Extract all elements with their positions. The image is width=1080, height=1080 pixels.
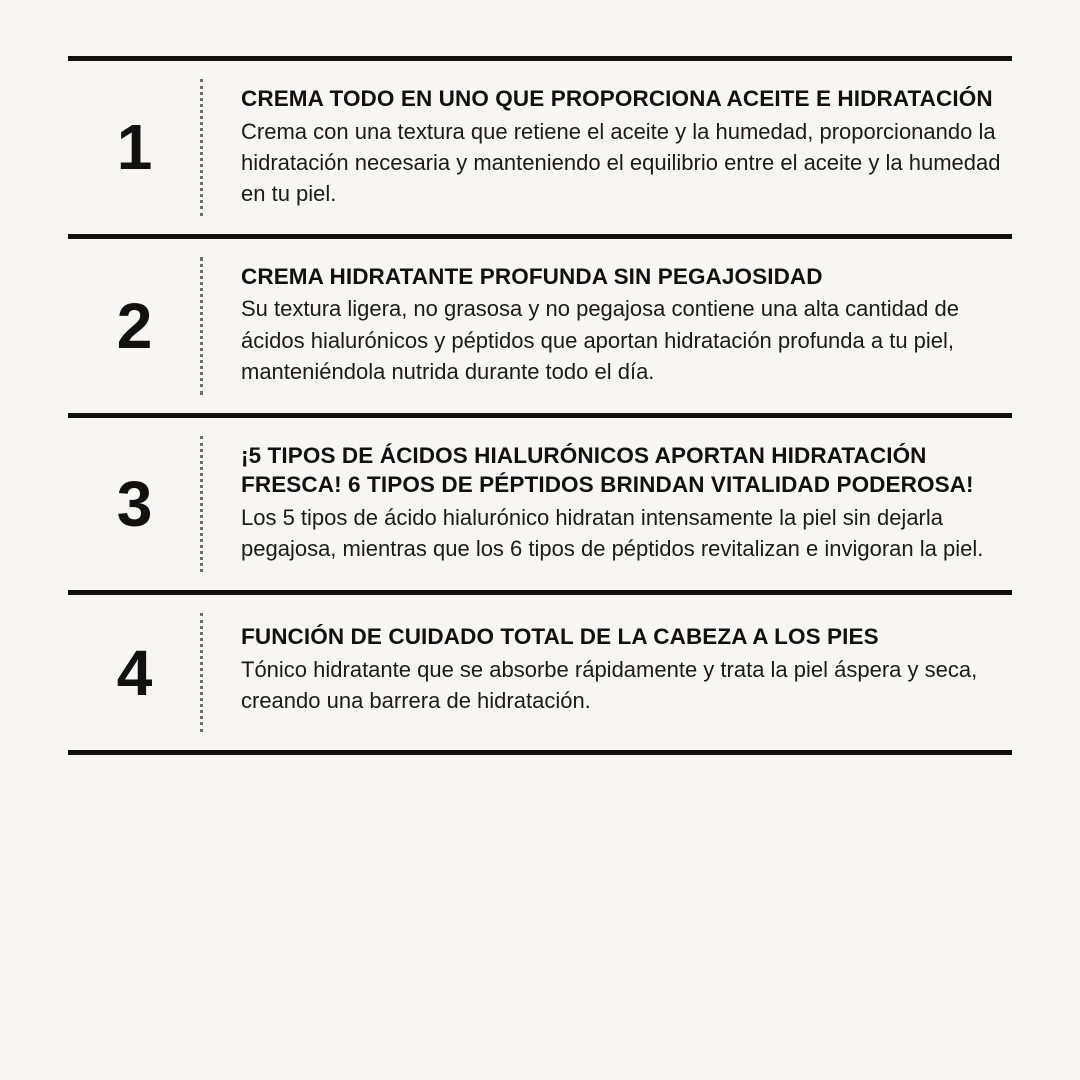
list-item — [68, 61, 1012, 234]
item-number: 1 — [116, 111, 152, 184]
item-number: 4 — [116, 636, 152, 709]
item-number-cell — [68, 61, 200, 234]
benefits-list — [68, 56, 1012, 755]
item-body: Crema con una textura que retiene el aceite y la humedad, proporcionando la hidratación necesaria y manteniendo el equilibrio entre el aceite y la humedad en tu piel. — [241, 118, 1001, 207]
item-number: 2 — [116, 289, 152, 362]
item-body: Tónico hidratante que se absorbe rápidamente y trata la piel áspera y seca, creando una barrera de hidratación. — [241, 656, 978, 714]
divider-bottom — [68, 750, 1012, 755]
item-body: Los 5 tipos de ácido hialurónico hidratan intensamente la piel sin dejarla pegajosa, mientras que los 6 tipos de péptidos revitalizan e invigoran la piel. — [241, 504, 984, 561]
item-text-cell — [203, 418, 1012, 590]
list-item — [68, 418, 1012, 590]
item-number-cell — [68, 239, 200, 414]
item-number-cell — [68, 418, 200, 590]
item-text-cell — [203, 239, 1012, 414]
item-number: 3 — [116, 468, 152, 541]
item-heading: CREMA TODO EN UNO QUE PROPORCIONA ACEITE E HIDRATACIÓN — [241, 86, 993, 111]
item-heading: ¡5 TIPOS DE ÁCIDOS HIALURÓNICOS APORTAN HIDRATACIÓN FRESCA! 6 TIPOS DE PÉPTIDOS BRINDAN VITALIDAD PODEROSA! — [241, 443, 974, 497]
item-text-cell — [203, 61, 1012, 234]
item-heading: FUNCIÓN DE CUIDADO TOTAL DE LA CABEZA A LOS PIES — [241, 624, 879, 650]
item-body: Su textura ligera, no grasosa y no pegajosa contiene una alta cantidad de ácidos hialurónicos y péptidos que aportan hidratación profunda a tu piel, manteniéndola nutrida durante todo el día. — [241, 296, 959, 384]
item-text-cell — [203, 595, 1012, 750]
item-heading: CREMA HIDRATANTE PROFUNDA SIN PEGAJOSIDAD — [241, 263, 823, 289]
item-number-cell — [68, 595, 200, 750]
list-item — [68, 239, 1012, 414]
list-item — [68, 595, 1012, 750]
